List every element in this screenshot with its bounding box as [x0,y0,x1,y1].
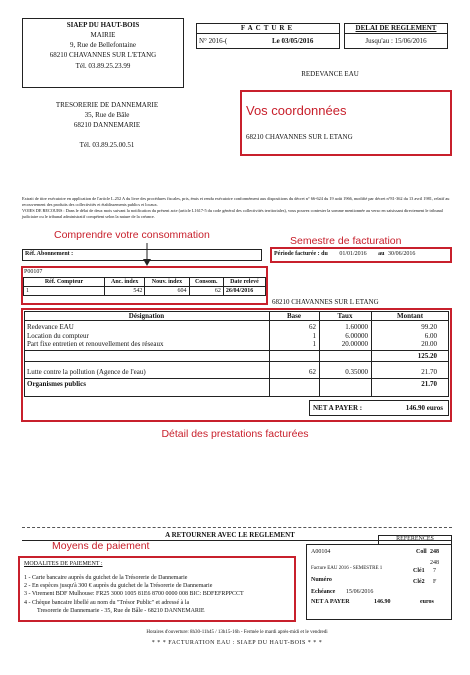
period-from: 01/01/2016 [339,251,367,257]
table-row [24,368,449,377]
prest-rate: 1.60000 [345,323,368,331]
treasury-line-2: 35, Rue de Bâle [84,111,130,119]
pollution-amount: 21.70 [421,368,437,376]
meter-table [23,277,266,296]
modality-2: 2 - En espèces jusqu'à 300 € auprès du guichet de la Trésorerie de Dannemarie [24,583,213,589]
period-to-label: au [378,251,385,257]
numero-label: Numéro [311,577,332,583]
invoice-line: Facture EAU 2016 - SEMESTRE 1 [311,566,383,571]
meter-address: 68210 CHAVANNES SUR L ETANG [272,298,379,306]
meter-col-consumption: Consom. [189,278,223,287]
meter-header-row [24,278,266,287]
recipient-city: 68210 CHAVANNES SUR L ETANG [246,133,353,141]
pollution-rate: 0.35000 [345,368,368,376]
meter-ref-value: 1 [24,287,105,296]
modalities-title: MODALITES DE PAIEMENT : [24,561,103,567]
billing-period [274,251,415,258]
meter-col-date: Date relevé [223,278,265,287]
table-row [24,323,449,332]
organisms-label: Organismes publics [27,380,86,388]
subtotal-line [24,350,449,351]
period-label: Période facturée : du [274,251,328,257]
meter-ref: P00107 [24,269,43,275]
meter-old-value: 542 [105,287,145,296]
prest-rate: 20.00000 [341,340,368,348]
coll-value-2: 248 [430,560,439,566]
treasury-phone: Tél. 03.89.25.00.51 [79,141,135,149]
pollution-designation: Lutte contre la pollution (Agence de l'eau) [27,368,146,376]
issuer-line-3: 68210 CHAVANNES SUR L'ETANG [49,51,157,59]
issuer-line-2: 9, Rue de Bellefontaine [69,41,137,49]
meter-col-ref: Réf. Compteur [24,278,105,287]
meter-consumption-value: 62 [189,287,223,296]
coordinates-highlight [240,90,452,156]
meter-data-row [24,287,266,296]
modality-4b: Tresorerie de Dannemarie - 35, Rue de Bâle - 68210 DANNEMARIE [37,608,205,614]
prest-col-base: Base [287,312,301,320]
prest-amount: 6.00 [424,331,437,340]
footer-line: * * * FACTURATION EAU : SIAEP DU HAUT-BOIS * * * [151,640,323,646]
organisms-line [24,378,449,379]
invoice-title: FACTURE [240,24,296,32]
details-annotation: Détail des prestations facturées [161,428,309,440]
modality-3: 3 - Virement BDF Mulhouse: FR25 3000 1005 81E6 8700 0000 008 BIC: BDFEFRPPCCT [24,591,244,597]
net-label: NET A PAYER : [313,404,363,412]
issuer-phone: Tél. 03.89.25.23.99 [75,62,131,70]
prest-base: 1 [312,340,316,348]
period-to: 30/06/2016 [388,251,416,257]
prest-designation: Location du compteur [27,331,89,340]
slip-title: A RETOURNER AVEC LE REGLEMENT [165,531,295,539]
modality-4: 4 - Chèque bancaire libellé au nom du "Trésor Public" et adressé à la [24,600,190,606]
payment-annotation: Moyens de paiement [52,540,150,552]
cut-line [22,527,452,528]
prest-base: 1 [312,331,316,340]
table-row [24,332,449,341]
meter-date-value: 26/04/2016 [223,287,265,296]
treasury-line-1: TRESORERIE DE DANNEMARIE [55,101,159,109]
meter-new-value: 604 [145,287,189,296]
pollution-base: 62 [309,368,316,376]
period-annotation: Semestre de facturation [290,235,402,247]
slip-net-label: NET A PAYER [311,599,350,605]
prest-amount: 20.00 [421,340,437,348]
ref-code: A00104 [311,549,331,555]
deadline-title: DELAI DE REGLEMENT [355,24,437,32]
legal-text-1: Extrait de titre exécutoire en application de l'article L.252 A du livre des procédures fiscales, pris, émis et rendu exécutoire conformément aux dispositions du décret n° 66-624 du 19 août 1966, modifié par décret n°81-362 du 13 avril 1981, relatif au recouvrement des produits des collectivités et établissements publics et locaux. [22,196,450,207]
organisms-total: 21.70 [421,380,437,388]
prest-base: 62 [309,323,316,331]
deadline-box-divider [344,33,448,34]
legal-text-2: VOIES DE RECOURS : Dans le délai de deux mois suivant la notification du présent acte (article L1617-5 du code général des collectivités territoriales), vous pouvez contester la somme mentionnée au verso en saisissant directement le tribunal judiciaire ou le tribunal administratif compétent selon la nature de la créance. [22,208,443,219]
modality-1: 1 - Carte bancaire auprès du guichet de la Trésorerie de Dannemarie [24,575,188,581]
invoice-date: Le 03/05/2016 [272,37,314,45]
prest-col-amount: Montant [396,312,424,320]
slip-net-value: 146.90 [374,599,391,605]
prest-col-designation: Désignation [128,312,165,320]
subtotal-line-2 [24,361,449,362]
references-title: REFERENCES [396,536,434,542]
opening-hours: Horaires d'ouverture: 8h30-11h45 / 13h15-16h - Fermée le mardi après-midi et le vendredi [146,630,328,635]
deadline-date: Jusqu'au : 15/06/2016 [365,37,427,45]
cle1-label: Clé1 [413,568,425,574]
coll-value: 248 [430,549,439,555]
prest-designation: Redevance EAU [27,323,74,331]
cle1-value: 7 [433,568,436,574]
invoice-box-divider [196,33,340,34]
prest-rate: 6.00000 [345,331,368,340]
meter-col-old: Anc. index [105,278,145,287]
prest-subtotal: 125.20 [417,352,437,360]
consumption-annotation: Comprendre votre consommation [54,229,210,241]
cle2-value: F [433,579,437,585]
coll-label: Coll [416,549,427,555]
echeance-label: Echéance [311,589,336,595]
table-row [24,340,449,349]
echeance-value: 15/06/2016 [346,589,374,595]
pollution-rows [24,368,449,377]
subscription-label: Réf. Abonnement : [25,251,74,257]
prest-amount: 99.20 [421,323,437,331]
slip-net-unit: euros [420,599,434,605]
cle2-label: Clé2 [413,579,425,585]
prestations-rows [24,323,449,349]
prest-designation: Part fixe entretien et renouvellement des réseaux [27,340,164,348]
coordinates-annotation: Vos coordonnées [246,103,347,118]
prest-col-rate: Taux [337,312,353,320]
issuer-line-1: MAIRIE [90,31,116,39]
issuer-name: SIAEP DU HAUT-BOIS [66,21,140,29]
invoice-number: N° 2016-( [199,37,228,45]
meter-col-new: Nouv. index [145,278,189,287]
treasury-line-3: 68210 DANNEMARIE [73,121,141,129]
service-label: REDEVANCE EAU [301,70,359,78]
net-value: 146.90 euros [405,404,443,412]
